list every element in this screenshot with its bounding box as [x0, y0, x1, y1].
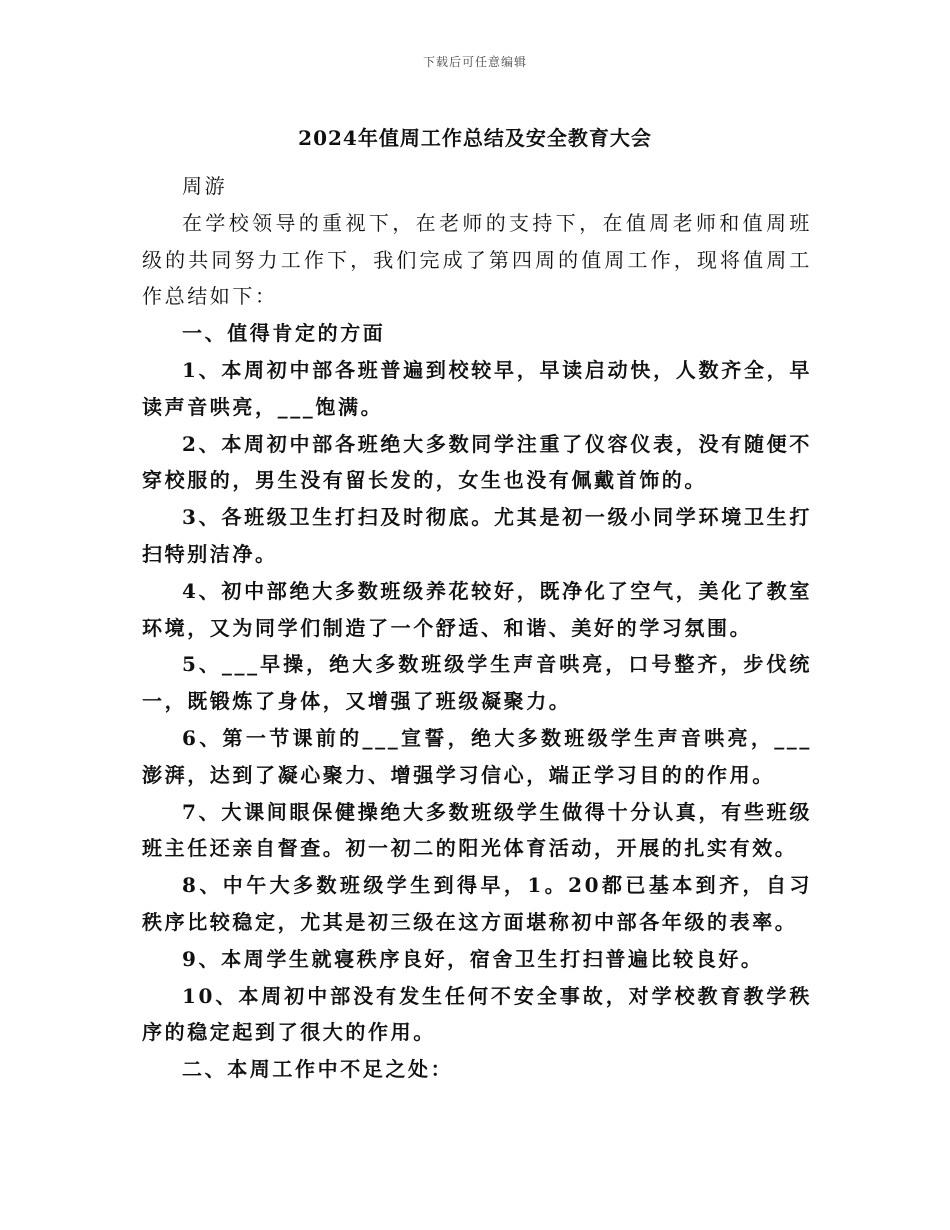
list-item: 10、本周初中部没有发生任何不安全事故，对学校教育教学秩序的稳定起到了很大的作用。 — [142, 983, 812, 1045]
header-note: 下载后可任意编辑 — [422, 55, 527, 69]
section-heading-shortcomings: 二、本周工作中不足之处： — [182, 1057, 454, 1082]
list-item: 1、本周初中部各班普遍到校较早，早读启动快，人数齐全，早读声音哄亮，___饱满。 — [142, 357, 812, 419]
document-body — [142, 168, 812, 1088]
list-item: 7、大课间眼保健操绝大多数班级学生做得十分认真，有些班级班主任还亲自督查。初一初二的阳光体育活动，开展的扎实有效。 — [142, 799, 812, 861]
author-line: 周游 — [182, 174, 228, 198]
list-item: 3、各班级卫生打扫及时彻底。尤其是初一级小同学环境卫生打扫特别洁净。 — [142, 505, 812, 566]
list-item: 8、中午大多数班级学生到得早，1。20都已基本到齐，自习秩序比较稳定，尤其是初三级在这方面堪称初中部各年级的表率。 — [142, 873, 812, 934]
list-item: 9、本周学生就寝秩序良好，宿舍卫生打扫普遍比较良好。 — [182, 946, 764, 971]
list-item: 6、第一节课前的___宣誓，绝大多数班级学生声音哄亮，___澎湃，达到了凝心聚力、增强学习信心，端正学习目的的作用。 — [142, 725, 812, 787]
document-title: 2024年值周工作总结及安全教育大会 — [298, 126, 652, 150]
intro-paragraph: 在学校领导的重视下，在老师的支持下，在值周老师和值周班级的共同努力工作下，我们完成了第四周的值周工作，现将值周工作总结如下： — [142, 210, 812, 309]
list-item: 4、初中部绝大多数班级养花较好，既净化了空气，美化了教室环境，又为同学们制造了一个舒适、和谐、美好的学习氛围。 — [142, 578, 812, 640]
list-item: 5、___早操，绝大多数班级学生声音哄亮，口号整齐，步伐统一，既锻炼了身体，又增强了班级凝聚力。 — [142, 652, 812, 714]
list-item: 2、本周初中部各班绝大多数同学注重了仪容仪表，没有随便不穿校服的，男生没有留长发的，女生也没有佩戴首饰的。 — [142, 431, 812, 493]
section-heading-positive: 一、值得肯定的方面 — [182, 321, 386, 346]
